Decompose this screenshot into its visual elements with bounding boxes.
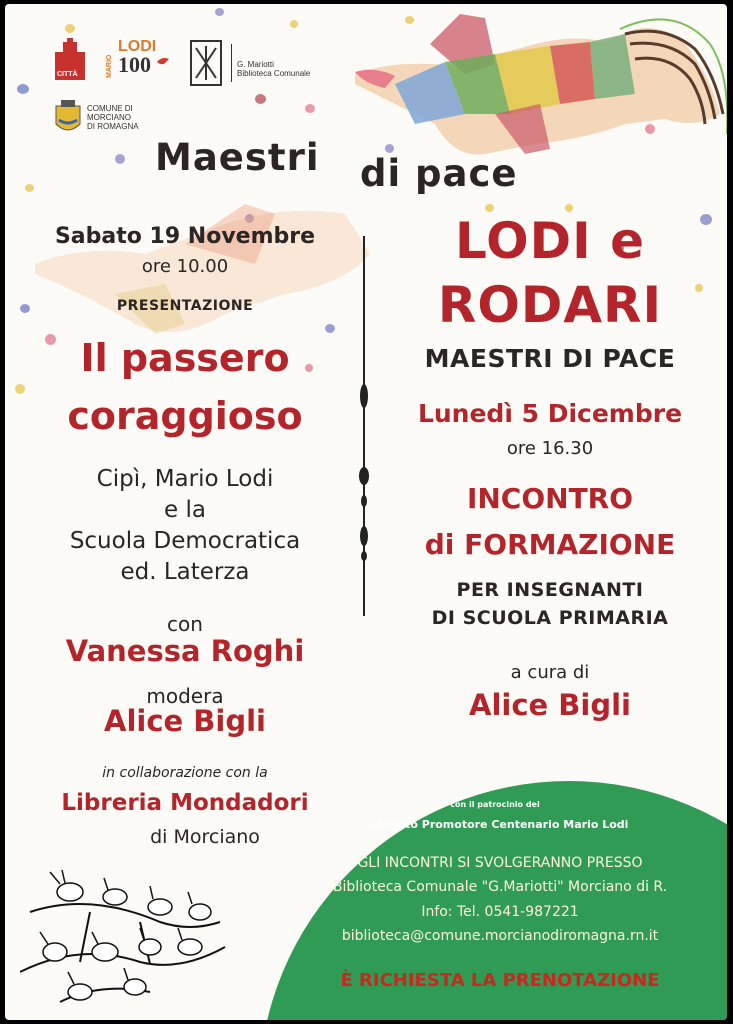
desc-line2: e la — [164, 497, 206, 523]
desc-line1: Cipì, Mario Lodi — [96, 466, 274, 492]
lodi100-side: MARIO — [106, 54, 113, 78]
mariotti-text — [237, 60, 310, 78]
mariotti-line2: Biblioteca Comunale — [237, 69, 311, 78]
lodi100-top: LODI — [118, 38, 157, 55]
desc-line3: Scuola Democratica — [69, 528, 301, 554]
right-date: Lunedì 5 Dicembre — [417, 399, 683, 428]
lodi100-logo — [106, 38, 172, 86]
booking-notice: È RICHIESTA LA PRENOTAZIONE — [340, 970, 660, 991]
event-line1: INCONTRO — [466, 482, 634, 515]
right-title-line1: LODI e — [454, 212, 645, 270]
bookstore-name: Libreria Mondadori — [61, 790, 309, 816]
lodi100-number: 100 — [118, 52, 151, 77]
book-pattern-icon — [192, 42, 220, 84]
book-title-line2: coraggioso — [67, 394, 303, 438]
mariotti-logo-mark — [190, 40, 222, 86]
right-time: ore 16.30 — [506, 438, 594, 459]
comune-crest-icon — [53, 98, 83, 138]
right-subtitle: MAESTRI DI PACE — [424, 344, 676, 373]
curator-name: Alice Bigli — [469, 688, 631, 722]
castle-icon — [53, 38, 87, 86]
venue-name: Biblioteca Comunale "G.Mariotti" Morciano di R. — [332, 879, 668, 895]
patrocinio-label: con il patrocinio del — [450, 800, 540, 809]
guest-name: Vanessa Roghi — [65, 634, 305, 668]
mariotti-divider — [231, 44, 232, 82]
right-title-line2: RODARI — [437, 276, 663, 334]
audience-line2: DI SCUOLA PRIMARIA — [431, 607, 669, 629]
left-con: con — [167, 612, 203, 636]
title-di-pace: di pace — [360, 152, 518, 195]
citta-label: CITTÀ — [57, 71, 78, 78]
vertical-divider-ornament — [354, 236, 374, 616]
comune-line1: COMUNE DI — [87, 104, 133, 113]
left-date: Sabato 19 Novembre — [54, 224, 316, 249]
bookstore-place: di Morciano — [150, 826, 260, 848]
sparrow-icon — [156, 54, 170, 68]
title-maestri: Maestri — [155, 136, 320, 179]
left-modera: modera — [146, 684, 224, 708]
moderator-name: Alice Bigli — [104, 704, 266, 738]
citta-logo — [53, 38, 87, 90]
left-time: ore 10.00 — [141, 256, 229, 277]
comune-line2: MORCIANO — [87, 113, 131, 122]
right-cura: a cura di — [510, 662, 590, 683]
desc-line4: ed. Laterza — [120, 559, 250, 585]
comitato-name: Comitato Promotore Centenario Mario Lodi — [361, 818, 629, 831]
poster — [5, 4, 727, 1020]
left-presentazione: PRESENTAZIONE — [116, 298, 254, 314]
book-description — [25, 464, 345, 588]
mariotti-line1: G. Mariotti — [237, 60, 274, 69]
audience-line1: PER INSEGNANTI — [456, 579, 644, 601]
birds-on-branch-sketch — [20, 852, 230, 1012]
info-phone: Info: Tel. 0541-987221 — [421, 904, 579, 920]
venue-intro: GLI INCONTRI SI SVOLGERANNO PRESSO — [357, 855, 643, 871]
comune-line3: DI ROMAGNA — [87, 122, 139, 131]
collab-text: in collaborazione con la — [102, 765, 268, 781]
comune-text — [87, 104, 139, 131]
info-email[interactable]: biblioteca@comune.morcianodiromagna.rn.it — [341, 928, 659, 944]
event-line2: di FORMAZIONE — [424, 528, 676, 561]
book-title-line1: Il passero — [80, 336, 290, 380]
